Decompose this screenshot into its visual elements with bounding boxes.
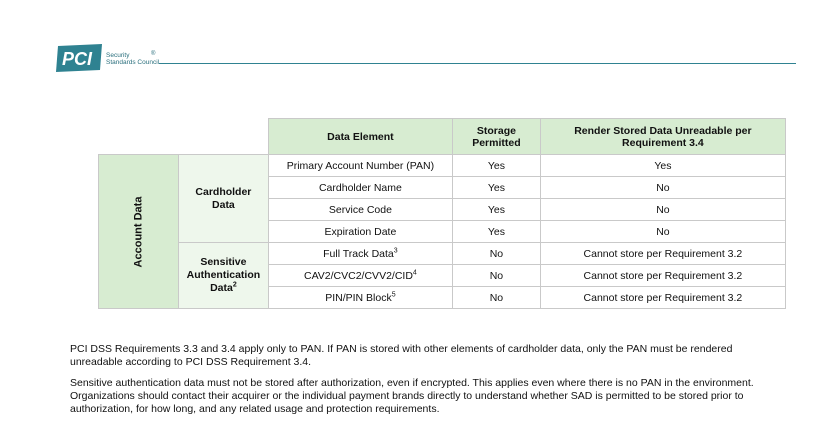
account-data-label xyxy=(99,155,179,309)
account-data-text: Account Data xyxy=(132,196,145,267)
footnote-ref: 3 xyxy=(393,247,398,254)
data-element-cell xyxy=(268,265,452,287)
render-cell: Cannot store per Requirement 3.2 xyxy=(540,265,785,287)
element-label: CAV2/CVC2/CVV2/CID xyxy=(303,269,413,282)
column-header-storage-permitted: Storage Permitted xyxy=(452,119,540,155)
header-rule xyxy=(159,63,796,64)
data-element-cell xyxy=(268,287,452,309)
page-header xyxy=(56,44,796,74)
pci-logo xyxy=(56,44,104,72)
render-cell: Cannot store per Requirement 3.2 xyxy=(540,243,785,265)
data-element-cell: Service Code xyxy=(268,199,452,221)
storage-cell: No xyxy=(452,265,540,287)
storage-cell: Yes xyxy=(452,199,540,221)
group-cardholder-data: Cardholder Data xyxy=(178,155,268,243)
column-header-data-element: Data Element xyxy=(268,119,452,155)
data-element-cell: Cardholder Name xyxy=(268,177,452,199)
data-element-cell: Primary Account Number (PAN) xyxy=(268,155,452,177)
table-row xyxy=(99,155,786,177)
render-cell: No xyxy=(540,199,785,221)
render-cell: Yes xyxy=(540,155,785,177)
logo-text: PCI xyxy=(62,49,93,69)
render-cell: No xyxy=(540,177,785,199)
table-header-row xyxy=(99,119,786,155)
element-label: Full Track Data xyxy=(323,247,394,260)
column-header-render-unreadable: Render Stored Data Unreadable per Requirement 3.4 xyxy=(540,119,785,155)
render-cell: No xyxy=(540,221,785,243)
data-element-cell: Expiration Date xyxy=(268,221,452,243)
storage-cell: No xyxy=(452,243,540,265)
storage-cell: No xyxy=(452,287,540,309)
note-paragraph-sad: Sensitive authentication data must not be stored after authorization, even if encrypted. This applies even where there is no PAN in the environment. Organizations should contact their acquirer or the individual payment brands directly to understand whether SAD is permitted to be stored prior to authorization, for how long, and any related usage and protection requirements. xyxy=(70,376,754,415)
storage-cell: Yes xyxy=(452,177,540,199)
element-label: PIN/PIN Block xyxy=(325,291,392,304)
group-label: Sensitive Authentication Data xyxy=(186,256,261,294)
group-sensitive-auth-data xyxy=(178,243,268,309)
table-row xyxy=(99,243,786,265)
data-element-cell xyxy=(268,243,452,265)
footnote-ref: 2 xyxy=(232,281,237,289)
storage-cell: Yes xyxy=(452,221,540,243)
brand-line-2: Standards Council xyxy=(106,59,160,66)
registered-mark: ® xyxy=(151,51,156,57)
footnote-ref: 5 xyxy=(391,291,396,298)
brand-line-1: Security xyxy=(106,52,130,59)
storage-cell: Yes xyxy=(452,155,540,177)
blank-corner xyxy=(99,119,269,155)
note-paragraph-pan: PCI DSS Requirements 3.3 and 3.4 apply only to PAN. If PAN is stored with other elements of cardholder data, only the PAN must be rendered unreadable according to PCI DSS Requirement 3.4. xyxy=(70,342,733,368)
account-data-table xyxy=(98,118,786,309)
footnote-ref: 4 xyxy=(412,269,417,276)
render-cell: Cannot store per Requirement 3.2 xyxy=(540,287,785,309)
